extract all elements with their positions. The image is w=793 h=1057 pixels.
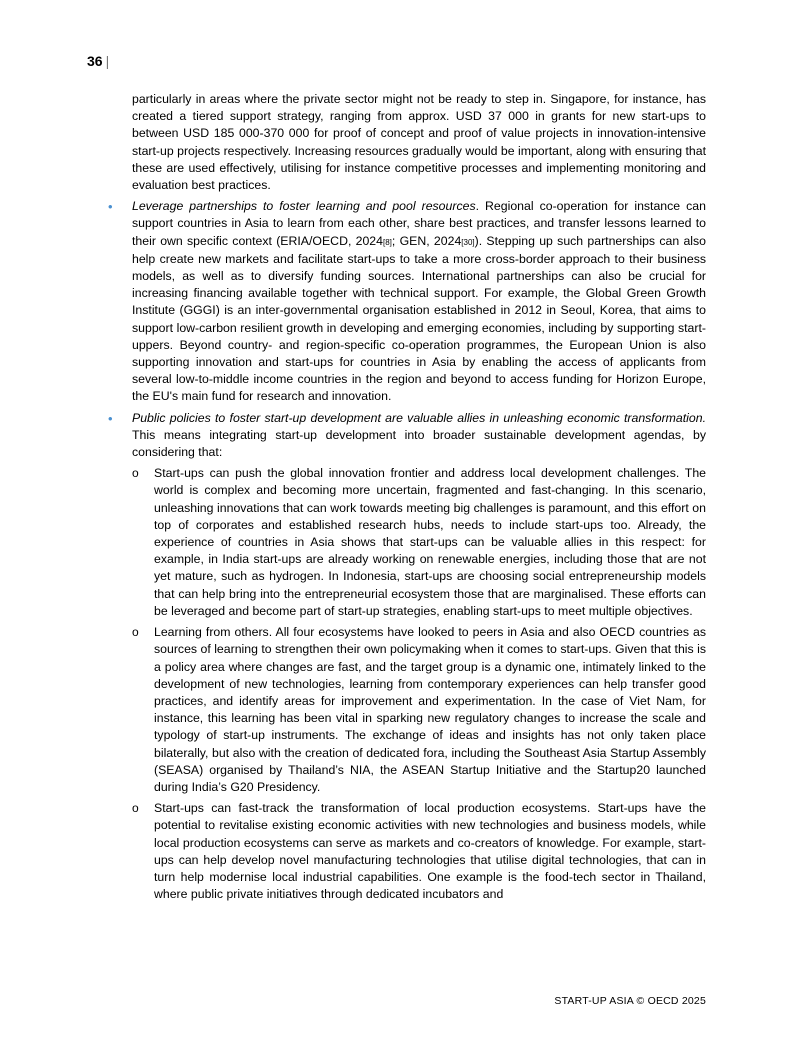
bullet-icon: •: [108, 199, 113, 215]
bullet-public-policies: [108, 410, 706, 904]
bullet-partnerships: [108, 198, 706, 405]
bullet-text: . Regional co-operation for instance can support countries in Asia to learn from each other, share best practices, and transfer lessons learned to their own specific context (ERIA/OECD, 2024: [132, 199, 706, 248]
sub-bullet-icon: o: [132, 625, 139, 640]
page-number-value: 36: [87, 53, 103, 69]
sub-item: [132, 624, 706, 796]
bullet-text: ). Stepping up such partnerships can also help create new markets and facilitate start-ups to take a more cross-border approach to their business models, as well as to diversify funding sources. International partnerships can also be crucial for increasing financing available together with technical support. For example, the Global Green Growth Institute (GGGI) is an inter-governmental organisation established in 2012 in Seoul, Korea, that aims to support low-carbon resilient growth in developing and emerging economies, including by supporting start-uppers. Beyond country- and region-specific co-operation programmes, the European Union is also supporting innovation and start-ups for countries in Asia by enabling the access of applicants from several low-to-middle income countries in the region and beyond to access funding for Horizon Europe, the EU's main fund for research and innovation.: [132, 233, 706, 404]
bullet-icon: •: [108, 410, 113, 426]
sub-item-text: Start-ups can push the global innovation frontier and address local development challenges. The world is complex and becoming more uncertain, fragmented and fast-changing. In this scenario, unleashing innovations that can work towards meeting big challenges is paramount, and this effort on top of corporates and established research hubs, needs to include start-ups too. Already, the experience of countries in Asia shows that start-ups can be valuable allies in this respect: for example, in India start-ups are already working on renewable energies, including those that are not yet mature, such as hydrogen. In Indonesia, start-ups are choosing social entrepreneurship models that can help bring into the entrepreneurial ecosystem those that are marginalised. These efforts can be leveraged and become part of start-up strategies, enabling start-ups to meet multiple objectives.: [154, 466, 706, 618]
bullet-lead: Public policies to foster start-up development are valuable allies in unleashing economic transformation.: [132, 410, 706, 425]
continuation-paragraph: particularly in areas where the private sector might not be ready to step in. Singapore, for instance, has created a tiered support strategy, ranging from approx. USD 37 000 in grants for new start-ups to between USD 185 000-370 000 for proof of concept and proof of value projects in innovation-intensive start-up projects respectively. Increasing resources gradually would be important, along with ensuring that these are used effectively, utilising for instance competitive processes and implementing monitoring and evaluation best practices.: [132, 92, 706, 193]
sub-bullet-icon: o: [132, 466, 139, 481]
sub-list: [132, 465, 706, 903]
page-number-separator: |: [105, 53, 110, 69]
sub-item-text: Start-ups can fast-track the transformation of local production ecosystems. Start-ups have the potential to revitalise existing economic activities with new technologies and business models, while local production ecosystems can serve as markets and co-creators of knowledge. For example, start-ups can help develop novel manufacturing technologies that utilise digital technologies, that can in turn help modernise local industrial capabilities. One example is the food-tech sector in Thailand, where public private initiatives through dedicated incubators and: [154, 801, 706, 902]
body-text: [108, 91, 706, 907]
bullet-text: This means integrating start-up development into broader sustainable development agendas, by considering that:: [132, 427, 706, 460]
bullet-text: ; GEN, 2024: [391, 233, 462, 248]
citation-ref[interactable]: [8]: [383, 237, 392, 247]
sub-item: [132, 465, 706, 620]
sub-bullet-icon: o: [132, 801, 139, 816]
bullet-lead: Leverage partnerships to foster learning and pool resources: [132, 199, 476, 214]
sub-item: [132, 800, 706, 903]
page-footer: START-UP ASIA © OECD 2025: [554, 995, 706, 1007]
page-number: [87, 53, 109, 69]
sub-item-text: Learning from others. All four ecosystems have looked to peers in Asia and also OECD countries as sources of learning to strengthen their own policymaking when it comes to start-ups. Given that this is a policy area where changes are fast, and the target group is a dynamic one, intimately linked to the development of new technologies, learning from contemporary experiences can help transfer good practices, and identify areas for improvement and experimentation. In the case of Viet Nam, for instance, this learning has been vital in sparking new regulatory changes to increase the scale and typology of start-up instruments. The exchange of ideas and insights has not only taken place bilaterally, but also with the creation of dedicated fora, including the Southeast Asia Startup Assembly (SEASA) organised by Thailand’s NIA, the ASEAN Startup Initiative and the Startup20 launched during India’s G20 Presidency.: [154, 625, 706, 794]
citation-ref[interactable]: [30]: [461, 237, 475, 247]
